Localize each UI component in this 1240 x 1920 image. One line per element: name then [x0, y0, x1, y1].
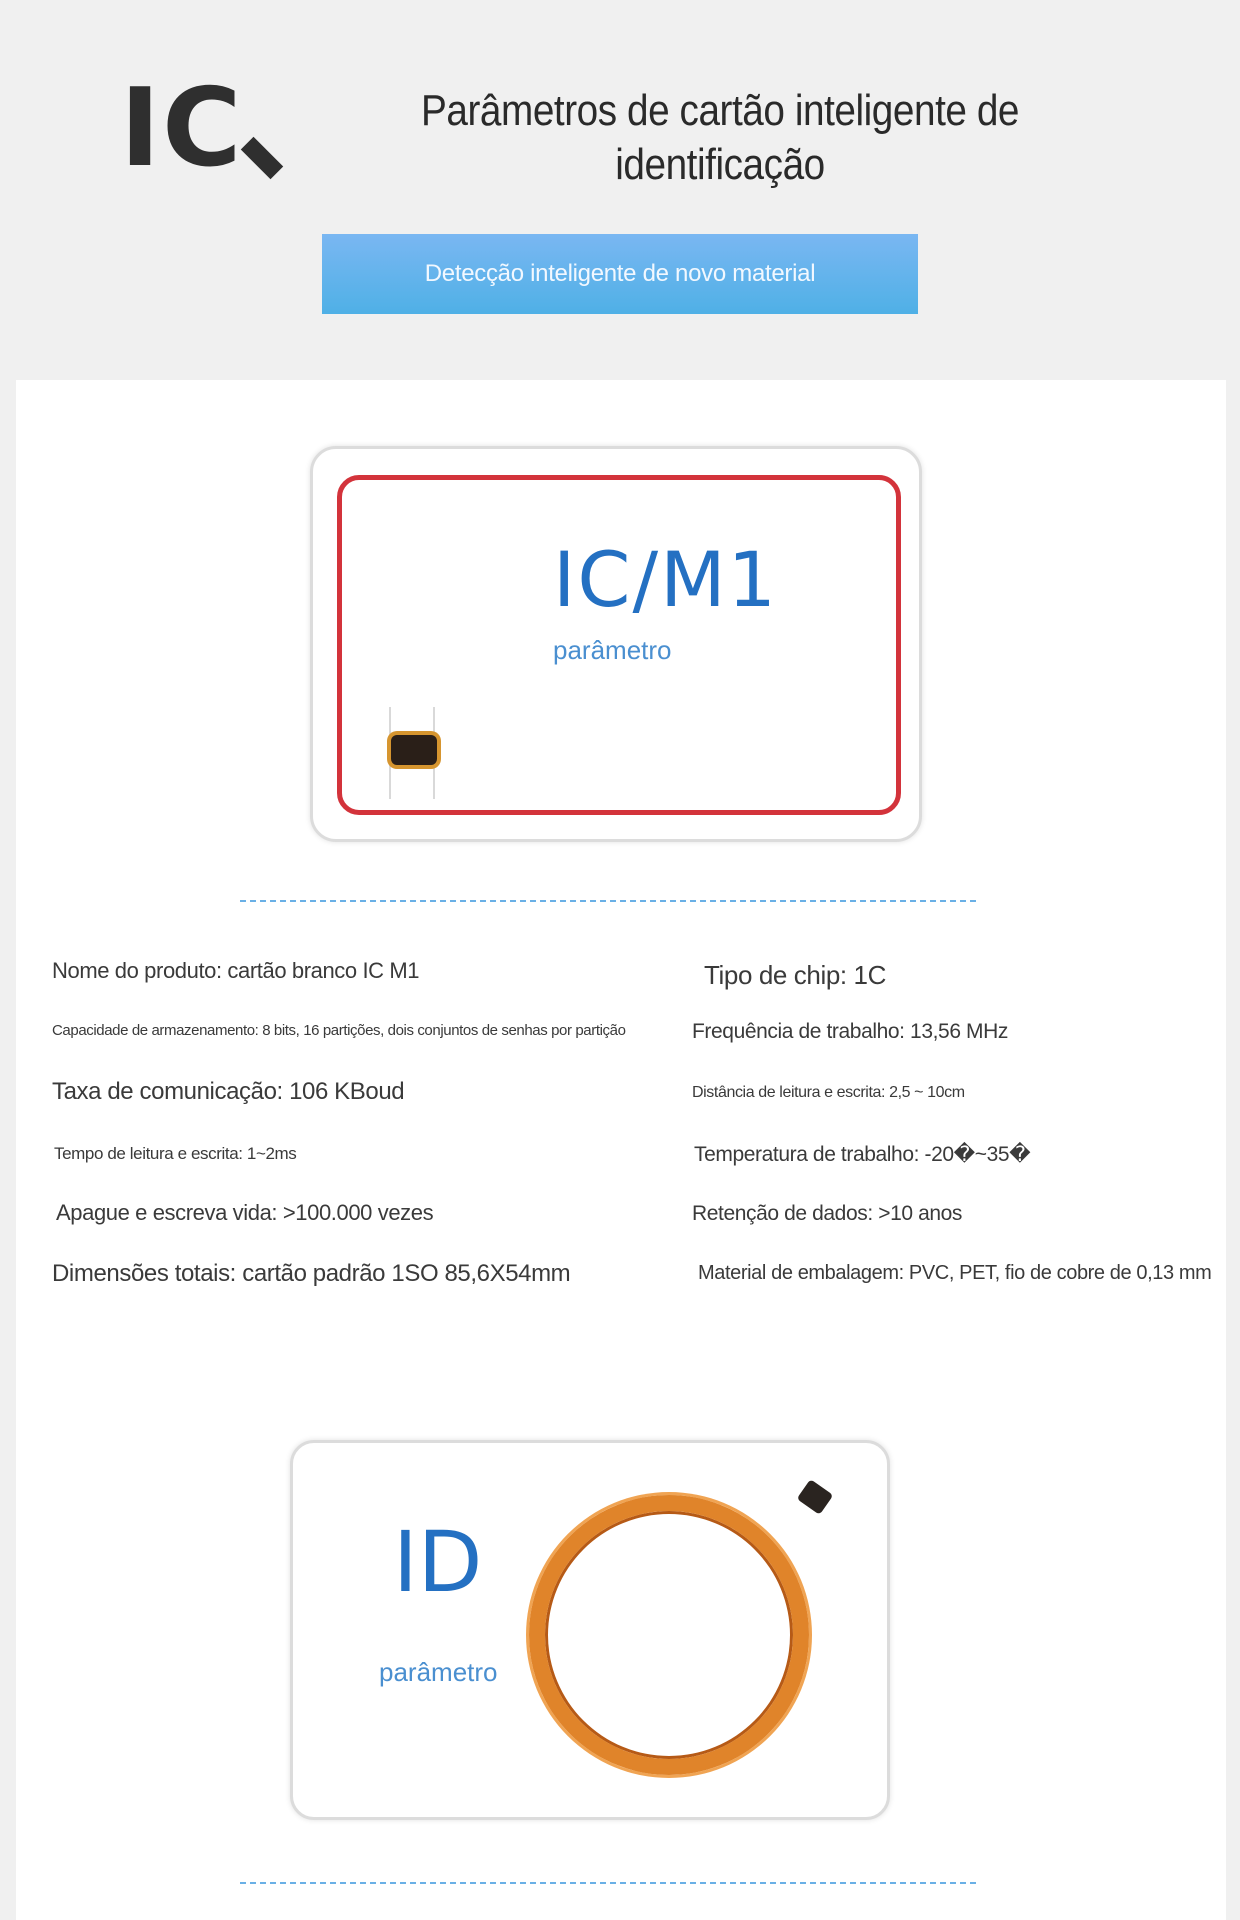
id-card-subtitle: parâmetro — [379, 1657, 498, 1687]
id-card-title: ID — [393, 1513, 483, 1611]
param-packaging-material: Material de embalagem: PVC, PET, fio de cobre de 0,13 mm — [698, 1262, 1212, 1284]
page-title-line-1: Parâmetros de cartão inteligente de — [420, 86, 1020, 135]
section-divider-bottom — [240, 1882, 976, 1884]
param-dimensions: Dimensões totais: cartão padrão 1SO 85,6X54mm — [52, 1260, 571, 1287]
ic-card-illustration — [310, 446, 922, 842]
ic-card-chip-icon — [391, 735, 437, 765]
param-working-frequency: Frequência de trabalho: 13,56 MHz — [692, 1020, 1008, 1043]
section-divider — [240, 900, 976, 902]
param-working-temperature: Temperatura de trabalho: -20�~35� — [694, 1143, 1031, 1166]
param-read-write-time: Tempo de leitura e escrita: 1~2ms — [54, 1144, 297, 1163]
logo-mark-icon — [243, 75, 283, 165]
page-title — [377, 84, 1063, 192]
param-communication-rate: Taxa de comunicação: 106 KBoud — [52, 1078, 405, 1105]
ic-card-title: IC/M1 — [553, 535, 779, 624]
param-erase-write-life: Apague e escreva vida: >100.000 vezes — [56, 1200, 434, 1225]
id-card-chip-icon — [797, 1479, 834, 1515]
ic-card-subtitle: parâmetro — [553, 635, 672, 665]
param-storage-capacity: Capacidade de armazenamento: 8 bits, 16 partições, dois conjuntos de senhas por partição — [52, 1022, 626, 1039]
param-product-name: Nome do produto: cartão branco IC M1 — [52, 958, 420, 983]
param-read-write-distance: Distância de leitura e escrita: 2,5 ~ 10cm — [692, 1084, 965, 1101]
id-card-illustration — [290, 1440, 890, 1820]
feature-banner-label: Detecção inteligente de novo material — [424, 260, 816, 287]
page-title-line-2: identificação — [615, 140, 825, 189]
id-card-coil-icon — [529, 1495, 809, 1775]
feature-banner — [322, 234, 918, 314]
param-chip-type: Tipo de chip: 1C — [704, 960, 886, 990]
brand-logo — [120, 64, 300, 194]
param-data-retention: Retenção de dados: >10 anos — [692, 1202, 963, 1225]
logo-text: IC — [120, 66, 244, 191]
